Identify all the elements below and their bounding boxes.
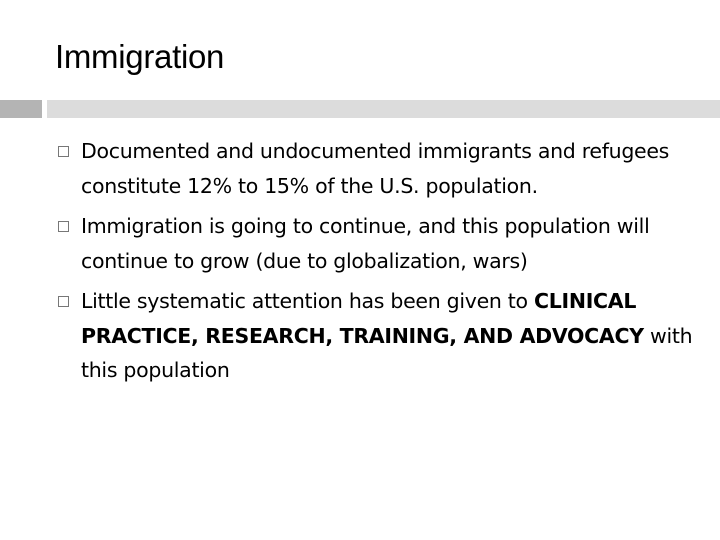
bullet-text: Little systematic attention has been given to: [81, 289, 534, 313]
bullet-text: with this population: [81, 323, 693, 382]
bullet-item: [58, 209, 698, 278]
bullet-text: Documented and undocumented immigrants and refugees constitute 12% to 15% of the U.S. population.: [81, 139, 670, 198]
bullet-text: Immigration is going to continue, and this population will continue to grow (due to globalization, wars): [81, 214, 650, 273]
title-divider-accent: [0, 100, 42, 118]
square-bullet-icon: [58, 221, 69, 232]
square-bullet-icon: [58, 146, 69, 157]
square-bullet-icon: [58, 296, 69, 307]
bullet-item: [58, 284, 698, 388]
bullet-item: [58, 134, 698, 203]
bullet-list: [58, 134, 698, 394]
title-divider: [47, 100, 720, 118]
slide-title: Immigration: [55, 38, 225, 75]
bullet-emphasis: CLINICAL PRACTICE, RESEARCH, TRAINING, AND ADVOCACY: [81, 289, 644, 348]
